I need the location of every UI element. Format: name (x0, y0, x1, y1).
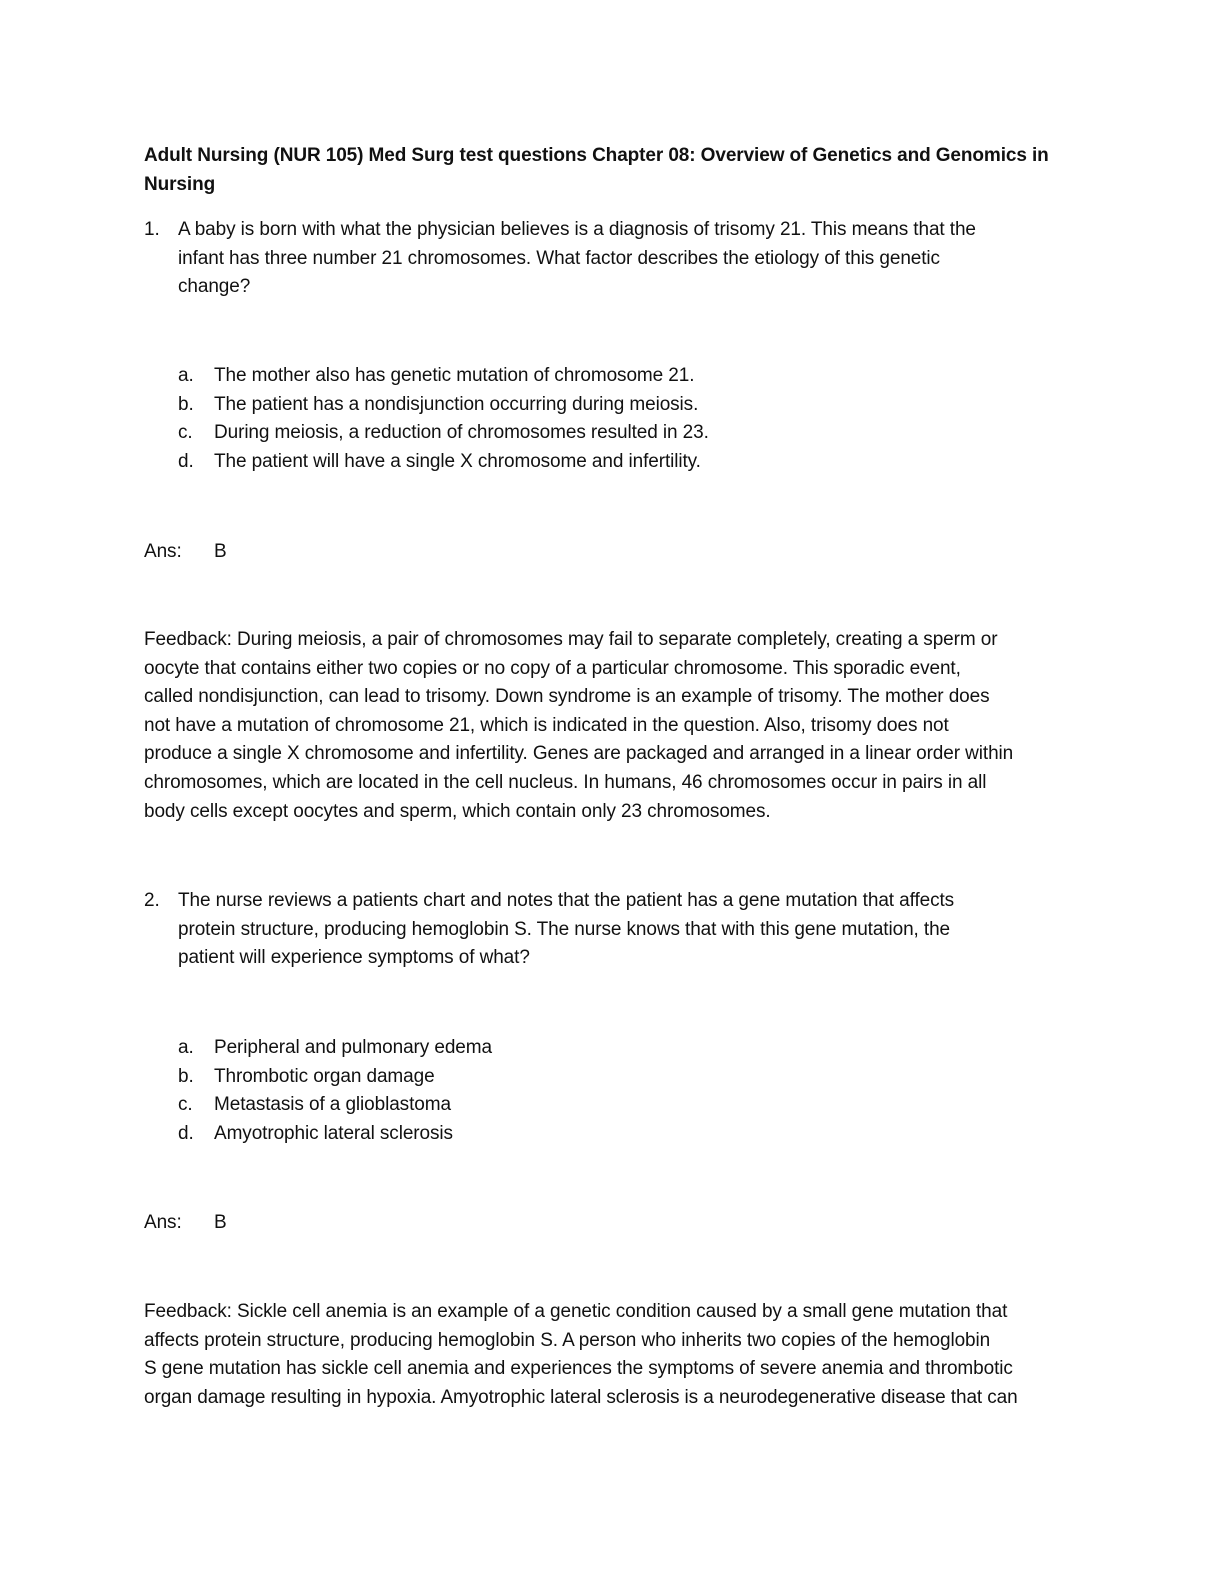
option-text: The patient will have a single X chromosome and infertility. (214, 450, 701, 472)
answer-value: B (214, 1212, 227, 1233)
option-b (178, 391, 978, 420)
stem-line: infant has three number 21 chromosomes. What factor describes the etiology of this genetic (178, 247, 940, 269)
option-text: Amyotrophic lateral sclerosis (214, 1122, 453, 1144)
answer-value: B (214, 541, 227, 562)
feedback-line: body cells except oocytes and sperm, which contain only 23 chromosomes. (144, 800, 771, 822)
option-letter: d. (178, 450, 194, 472)
answer-2 (144, 1209, 227, 1238)
option-d (178, 1120, 978, 1149)
feedback-line: Feedback: During meiosis, a pair of chromosomes may fail to separate completely, creating a sperm or (144, 629, 998, 650)
option-c (178, 419, 978, 448)
option-letter: a. (178, 1037, 194, 1058)
option-b (178, 1063, 978, 1092)
option-text: The patient has a nondisjunction occurring during meiosis. (214, 393, 699, 415)
stem-line: The nurse reviews a patients chart and notes that the patient has a gene mutation that affects (178, 890, 955, 911)
option-letter: a. (178, 365, 194, 386)
title-line-1: Adult Nursing (NUR 105) Med Surg test questions Chapter 08: Overview of Genetics and Genomics in (144, 145, 1049, 166)
stem-line: protein structure, producing hemoglobin S. The nurse knows that with this gene mutation, the (178, 918, 951, 940)
question-stem (178, 216, 1028, 302)
answer-label: Ans: (144, 1212, 182, 1233)
title-line-2: Nursing (144, 173, 216, 195)
feedback-line: S gene mutation has sickle cell anemia and experiences the symptoms of severe anemia and thrombotic (144, 1358, 1013, 1380)
feedback-line: chromosomes, which are located in the cell nucleus. In humans, 46 chromosomes occur in pairs in all (144, 771, 987, 793)
option-text: Thrombotic organ damage (214, 1065, 435, 1087)
option-text: During meiosis, a reduction of chromosomes resulted in 23. (214, 422, 709, 444)
feedback-line: Feedback: Sickle cell anemia is an example of a genetic condition caused by a small gene mutation that (144, 1301, 1008, 1322)
answer-options-1 (178, 362, 978, 476)
question-number: 1. (144, 219, 160, 240)
feedback-2 (144, 1298, 1084, 1412)
feedback-line: affects protein structure, producing hemoglobin S. A person who inherits two copies of the hemoglobin (144, 1329, 991, 1351)
stem-line: change? (178, 276, 251, 298)
option-a (178, 362, 978, 391)
option-letter: d. (178, 1122, 194, 1144)
option-a (178, 1034, 978, 1063)
document-title (144, 142, 1084, 199)
option-d (178, 448, 978, 477)
stem-line: patient will experience symptoms of what? (178, 947, 530, 969)
option-letter: b. (178, 393, 194, 415)
feedback-line: called nondisjunction, can lead to trisomy. Down syndrome is an example of trisomy. The mother does (144, 686, 990, 708)
question-1 (144, 216, 1044, 302)
feedback-line: oocyte that contains either two copies or no copy of a particular chromosome. This sporadic event, (144, 657, 961, 679)
option-letter: b. (178, 1065, 194, 1087)
feedback-line: not have a mutation of chromosome 21, which is indicated in the question. Also, trisomy does not (144, 714, 949, 736)
stem-line: A baby is born with what the physician believes is a diagnosis of trisomy 21. This means that the (178, 219, 976, 240)
answer-options-2 (178, 1034, 978, 1148)
option-letter: c. (178, 422, 193, 444)
option-text: Peripheral and pulmonary edema (214, 1037, 492, 1058)
question-2 (144, 887, 1044, 973)
answer-label: Ans: (144, 541, 182, 562)
option-letter: c. (178, 1094, 193, 1116)
option-text: Metastasis of a glioblastoma (214, 1094, 451, 1116)
option-text: The mother also has genetic mutation of chromosome 21. (214, 365, 695, 386)
question-number: 2. (144, 890, 160, 911)
answer-1 (144, 538, 227, 567)
feedback-1 (144, 626, 1084, 826)
feedback-line: produce a single X chromosome and infertility. Genes are packaged and arranged in a linear order within (144, 743, 1014, 765)
question-stem (178, 887, 1028, 973)
option-c (178, 1091, 978, 1120)
feedback-line: organ damage resulting in hypoxia. Amyotrophic lateral sclerosis is a neurodegenerative disease that can (144, 1386, 1018, 1408)
